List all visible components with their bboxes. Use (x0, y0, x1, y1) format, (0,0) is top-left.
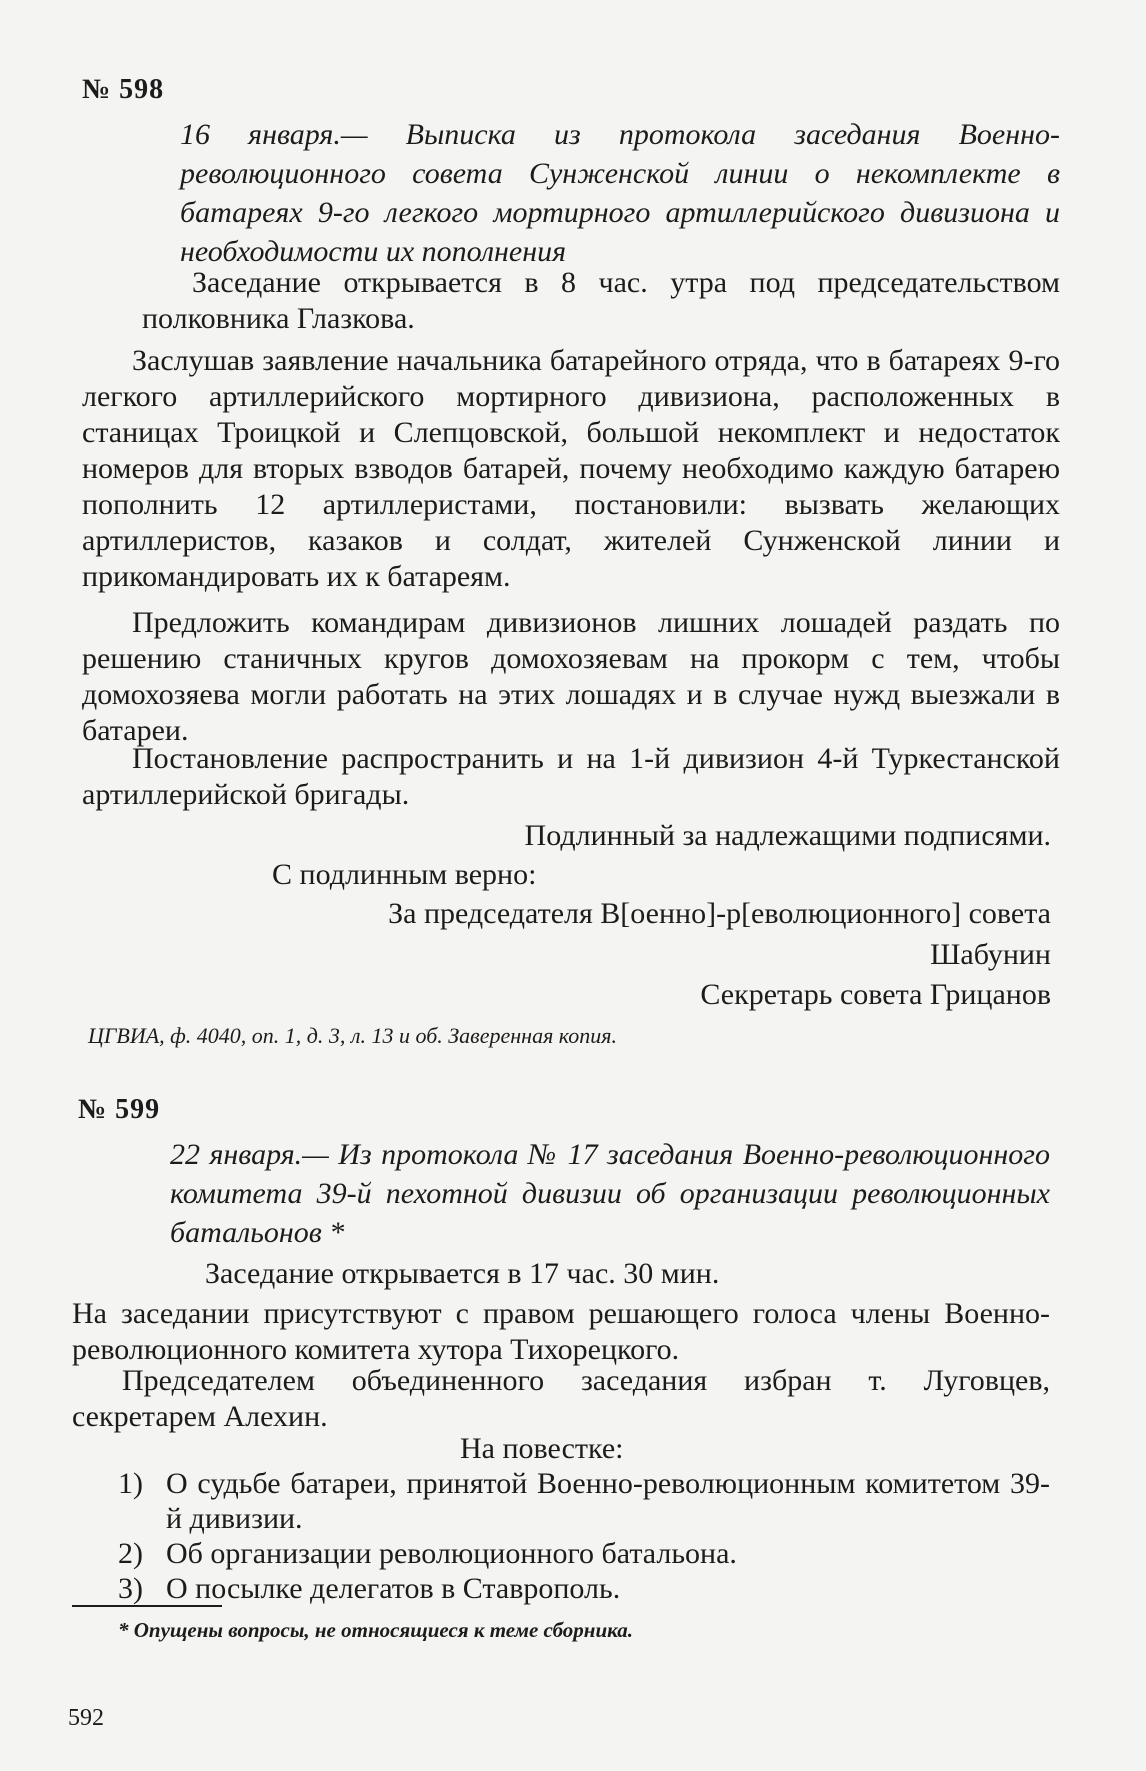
doc-598-certified: С подлинным верно: (272, 858, 537, 891)
doc-598-secretary: Секретарь совета Грицанов (700, 978, 1051, 1011)
agenda-item-number: 2) (118, 1537, 143, 1570)
agenda-item-text: О судьбе батареи, принятой Военно-революционным комитетом 39-й дивизии. (166, 1467, 1050, 1535)
doc-599-para-2: Председателем объединенного заседания избран т. Луговцев, секретарем Алехин. (72, 1364, 1050, 1433)
agenda-item-number: 3) (118, 1572, 143, 1605)
page-number: 592 (68, 1705, 104, 1731)
doc-599-agenda-title: На повестке: (460, 1432, 624, 1465)
doc-599-agenda-list (118, 1466, 1050, 1606)
doc-598-chair-for: За председателя В[оенно]-р[еволюционного] совета (388, 897, 1051, 930)
doc-598-para-1: Заслушав заявление начальника батарейного отряда, что в батареях 9-го легкого артиллерийского мортирного дивизиона, расположенных в станицах Троицкой и Слепцовской, большой некомплект и недостаток номеров для вторых взводов батарей, почему необходимо каждую батарею пополнить 12 артиллеристами, постановили: вызвать желающих артиллеристов, казаков и солдат, жителей Сунженской линии и прикомандировать их к батареям. (82, 344, 1060, 593)
agenda-item-number: 1) (118, 1467, 143, 1500)
doc-598-source: ЦГВИА, ф. 4040, оп. 1, д. 3, л. 13 и об. Заверенная копия. (88, 1023, 617, 1048)
agenda-item (118, 1536, 1050, 1571)
doc-598-chair-name: Шабунин (930, 938, 1051, 971)
footnote-rule (72, 1605, 222, 1607)
doc-598-opening: Заседание открывается в 8 час. утра под председательством полковника Глазкова. (142, 266, 1060, 335)
agenda-item-text: О посылке делегатов в Ставрополь. (166, 1572, 621, 1605)
agenda-item (118, 1466, 1050, 1536)
doc-598-para-2: Предложить командирам дивизионов лишних лошадей раздать по решению станичных кругов домохозяевам на прокорм с тем, чтобы домохозяева могли работать на этих лошадях и в случае нужд выезжали в батареи. (82, 606, 1060, 747)
doc-598-para-3: Постановление распространить и на 1-й дивизион 4-й Туркестанской артиллерийской бригады. (82, 742, 1060, 811)
doc-598-number: № 598 (82, 74, 165, 105)
footnote: * Опущены вопросы, не относящиеся к теме сборника. (118, 1618, 634, 1642)
doc-598-heading: 16 января.— Выписка из протокола заседания Военно-революционного совета Сунженской линии о некомплекте в батареях 9-го легкого мортирного артиллерийского дивизиона и необходимости их пополнения (180, 118, 1060, 268)
doc-599-heading: 22 января.— Из протокола № 17 заседания Военно-революционного комитета 39-й пехотной дивизии об организации революционных батальонов * (170, 1138, 1050, 1249)
agenda-item (118, 1571, 1050, 1606)
doc-599-number: № 599 (78, 1094, 161, 1125)
doc-599-opening: Заседание открывается в 17 час. 30 мин. (205, 1257, 720, 1290)
doc-598-original-note: Подлинный за надлежащими подписями. (524, 819, 1051, 852)
doc-599-para-1: На заседании присутствуют с правом решающего голоса члены Военно-революционного комитета хутора Тихорецкого. (72, 1297, 1050, 1366)
agenda-item-text: Об организации революционного батальона. (166, 1537, 737, 1570)
